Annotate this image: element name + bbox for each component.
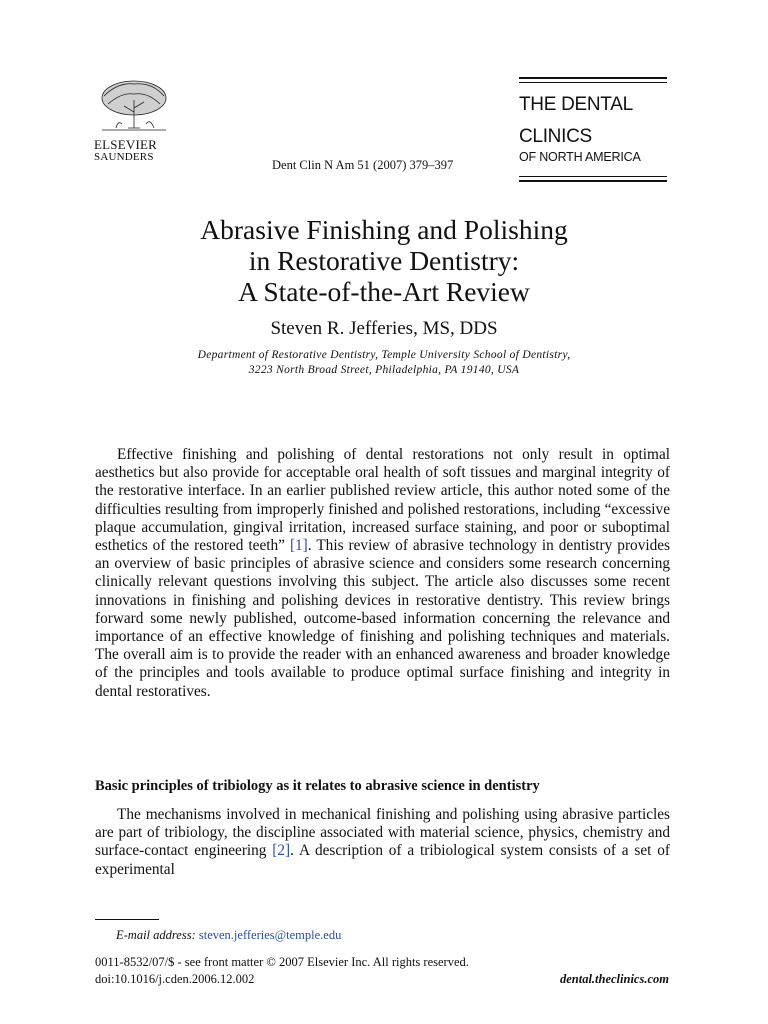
brand-rule-top-thin bbox=[519, 82, 667, 83]
abstract-paragraph bbox=[95, 446, 670, 701]
section-text-b: . A description of a tribiological system consists of a set of experimental bbox=[95, 842, 670, 878]
brand-rule-bottom bbox=[519, 180, 667, 182]
footnote-rule bbox=[95, 919, 159, 920]
reference-link-2[interactable]: [2] bbox=[272, 842, 291, 860]
journal-brand bbox=[519, 77, 667, 182]
abstract-text-a: Effective finishing and polishing of dental restorations not only result in optimal aesthetics but also provide for acceptable oral health of soft tissues and marginal integrity of the restorative interface. In an earlier published review article, this author noted some of the difficulties resulting from improperly finished and polished restorations, including “excessive plaque accumulation, gingival irritation, increased surface staining, and poor or suboptimal esthetics of the restored teeth” bbox=[95, 446, 670, 555]
section-body bbox=[95, 806, 670, 879]
publisher-logo bbox=[94, 78, 176, 163]
section-paragraph bbox=[95, 806, 670, 879]
issn-line: 0011-8532/07/$ - see front matter © 2007 Elsevier Inc. All rights reserved. bbox=[95, 955, 469, 969]
article-title bbox=[0, 214, 768, 307]
title-line-3: A State-of-the-Art Review bbox=[238, 276, 530, 307]
doi-line: doi:10.1016/j.cden.2006.12.002 bbox=[95, 972, 255, 986]
email-label: E-mail address: bbox=[116, 928, 196, 942]
reference-link-1[interactable]: [1] bbox=[289, 537, 308, 555]
email-link[interactable]: steven.jefferies@temple.edu bbox=[198, 928, 342, 942]
website-link[interactable]: dental.theclinics.com bbox=[559, 972, 669, 986]
abstract-text-b: . This review of abrasive technology in dentistry provides an overview of basic principles of abrasive science and considers some research concerning clinically relevant questions involving this subject. The article also discusses some recent innovations in finishing and polishing devices in restorative dentistry. This review brings forward some newly published, outcome-based information concerning the relevance and importance of an effective knowledge of finishing and polishing techniques and materials. The overall aim is to provide the reader with an enhanced awareness and broader knowledge of the principles and tools available to produce optimal surface finishing and integrity in dental restoratives. bbox=[95, 537, 670, 700]
title-line-2: in Restorative Dentistry: bbox=[248, 245, 520, 276]
elsevier-tree-icon bbox=[98, 78, 170, 134]
journal-name-line2: CLINICS bbox=[519, 126, 592, 147]
abstract bbox=[95, 446, 670, 701]
title-line-1: Abrasive Finishing and Polishing bbox=[200, 214, 568, 245]
section-text-a: The mechanisms involved in mechanical finishing and polishing using abrasive particles are part of tribiology, the discipline associated with material science, physics, chemistry and surface-contact engineering bbox=[95, 806, 670, 860]
affiliation bbox=[0, 348, 768, 378]
citation: Dent Clin N Am 51 (2007) 379–397 bbox=[272, 158, 454, 172]
journal-name-line3: OF NORTH AMERICA bbox=[519, 150, 641, 164]
brand-rule-top bbox=[519, 77, 667, 79]
affiliation-line-2: 3223 North Broad Street, Philadelphia, PA 19140, USA bbox=[248, 364, 520, 376]
author-name: Steven R. Jefferies, MS, DDS bbox=[270, 318, 498, 339]
section-heading: Basic principles of tribiology as it relates to abrasive science in dentistry bbox=[95, 778, 540, 794]
publisher-name: ELSEVIER bbox=[94, 137, 157, 152]
footnote-email bbox=[116, 928, 341, 943]
affiliation-line-1: Department of Restorative Dentistry, Temple University School of Dentistry, bbox=[197, 349, 571, 361]
brand-rule-bottom-thin bbox=[519, 176, 667, 177]
publisher-imprint: SAUNDERS bbox=[94, 151, 154, 163]
journal-name-line1: THE DENTAL bbox=[519, 94, 633, 115]
